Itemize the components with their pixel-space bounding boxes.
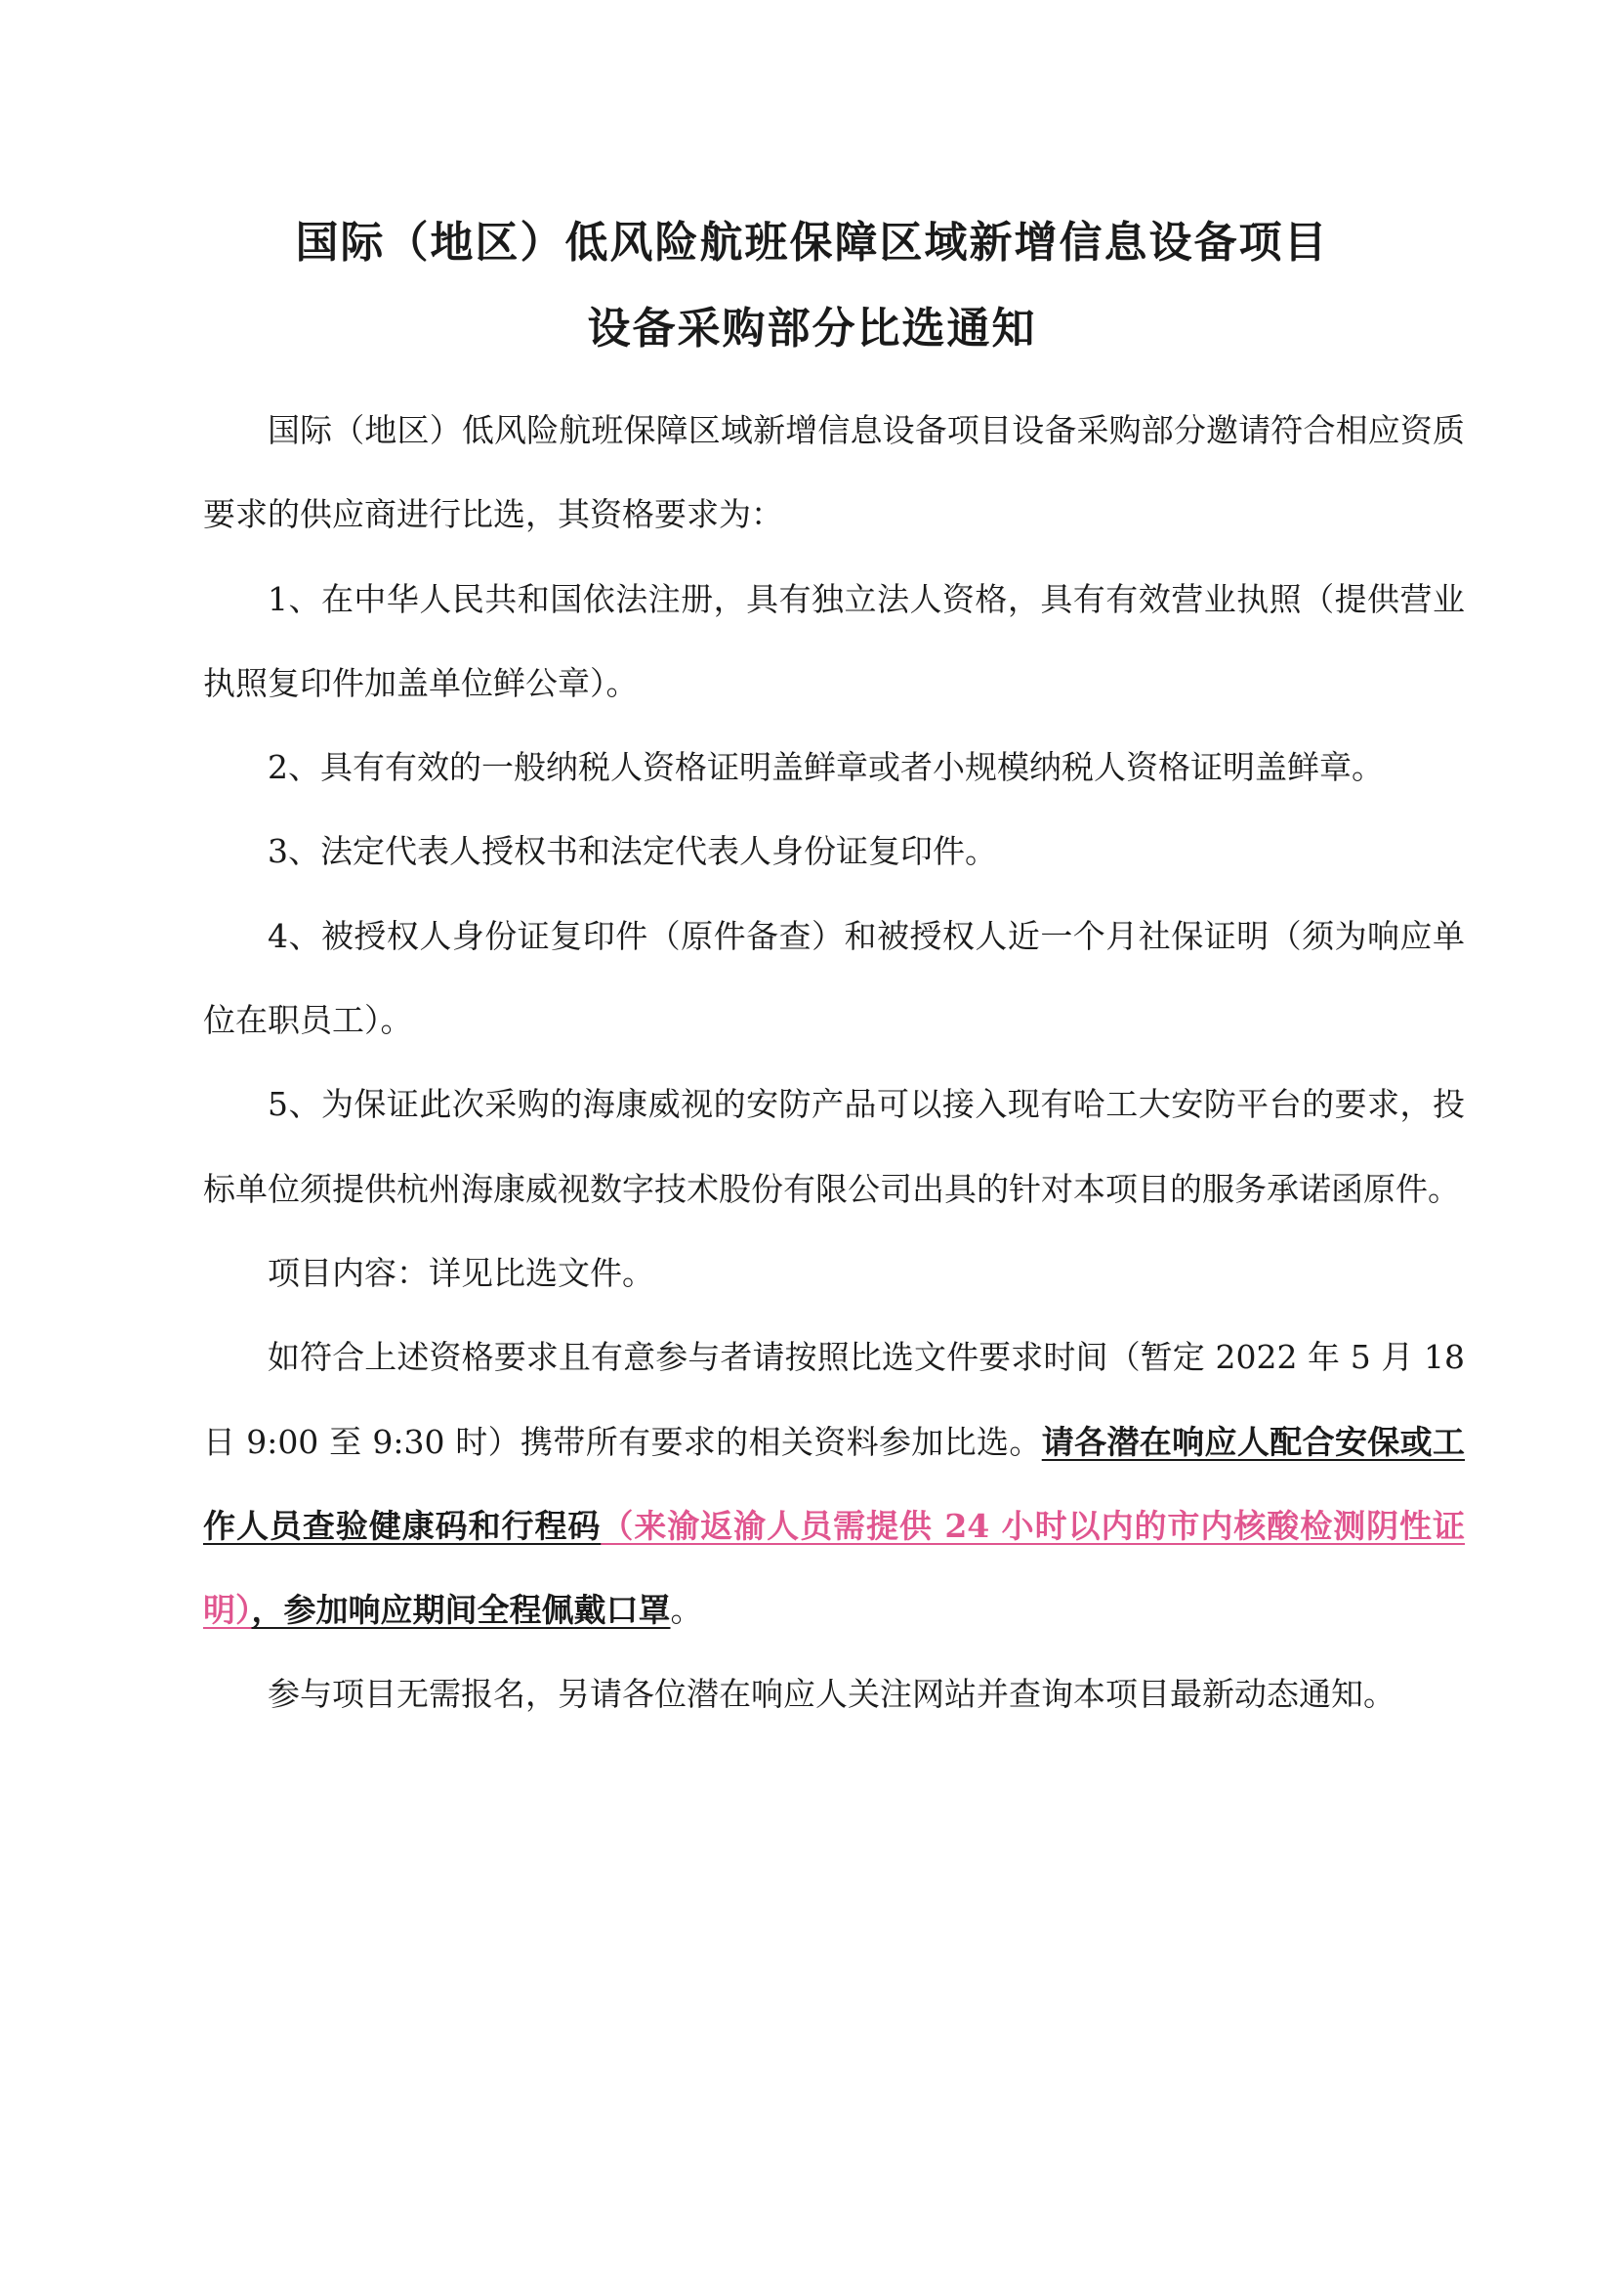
paragraph-closing: 参与项目无需报名，另请各位潜在响应人关注网站并查询本项目最新动态通知。: [268, 1675, 1395, 1714]
notice-plain-text: 如符合上述资格要求且有意参与者请按照比选文件要求时间（暂定 2022 年 5 月 18 日 9:00 至 9:30 时）携带所有要求的相关资料参加比选。: [203, 1338, 1465, 1461]
paragraph-requirement-4: 4、被授权人身份证复印件（原件备查）和被授权人近一个月社保证明（须为响应单位在职员工）。: [203, 916, 1465, 1040]
notice-end-text: 。: [670, 1591, 703, 1630]
document-body: [203, 389, 1465, 1737]
paragraph-requirement-1: 1、在中华人民共和国依法注册，具有独立法人资格，具有有效营业执照（提供营业执照复印件加盖单位鲜公章）。: [203, 579, 1465, 702]
paragraph-requirement-2: 2、具有有效的一般纳税人资格证明盖鲜章或者小规模纳税人资格证明盖鲜章。: [268, 748, 1384, 787]
paragraph-requirement-3: 3、法定代表人授权书和法定代表人身份证复印件。: [268, 832, 997, 871]
notice-mask-text: ，参加响应期间全程佩戴口罩: [251, 1591, 671, 1630]
paragraph-requirement-5: 5、为保证此次采购的海康威视的安防产品可以接入现有哈工大安防平台的要求，投标单位须提供杭州海康威视数字技术股份有限公司出具的针对本项目的服务承诺函原件。: [203, 1085, 1465, 1208]
document-title-line-1: 国际（地区）低风险航班保障区域新增信息设备项目: [295, 218, 1329, 268]
paragraph-notice: [203, 1315, 1465, 1652]
paragraph-project-content: 项目内容：详见比选文件。: [268, 1253, 654, 1292]
notice-nucleic-acid-text: （来渝返渝人员需提供 24 小时以内的市内核酸检测阴性证明）: [203, 1506, 1466, 1630]
notice-health-code-text: 请各潜在响应人配合安保或工作人员查验健康码和行程码: [203, 1422, 1466, 1545]
paragraph-intro: 国际（地区）低风险航班保障区域新增信息设备项目设备采购部分邀请符合相应资质要求的供应商进行比选，其资格要求为：: [203, 411, 1465, 534]
document-title-line-2: 设备采购部分比选通知: [587, 304, 1037, 354]
